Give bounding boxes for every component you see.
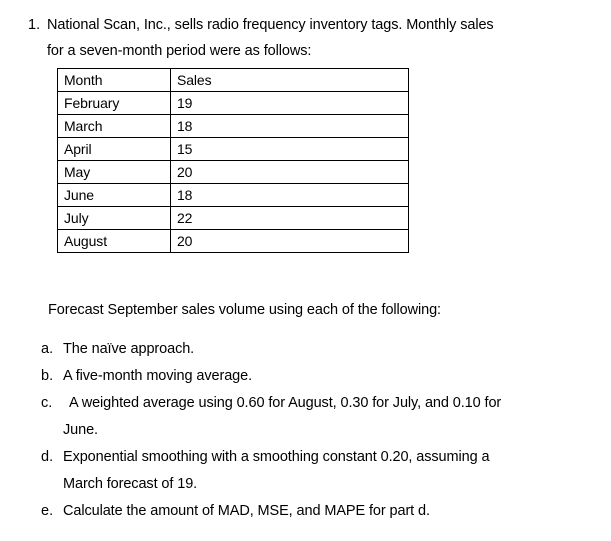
cell-sales: 18 [171,184,409,207]
cell-month: March [58,115,171,138]
cell-sales: 18 [171,115,409,138]
cell-month: August [58,230,171,253]
sub-item-b-marker: b. [41,368,54,384]
cell-month: July [58,207,171,230]
cell-month: May [58,161,171,184]
sales-table [57,68,409,253]
sub-question-list [41,336,601,525]
table-header-sales: Sales [171,69,409,92]
cell-month: June [58,184,171,207]
table-row [58,92,409,115]
cell-sales: 15 [171,138,409,161]
sub-item-e-text [63,498,601,525]
question-1 [28,12,593,64]
sales-table-wrapper [57,68,409,253]
table-row [58,230,409,253]
table-row [58,115,409,138]
table-header-month: Month [58,69,171,92]
sub-item-e-marker: e. [41,503,54,519]
cell-month: February [58,92,171,115]
sub-item-b-text [63,363,601,390]
question-1-row [28,12,593,64]
cell-sales: 22 [171,207,409,230]
sub-item-d-text [63,444,601,498]
cell-sales: 20 [171,161,409,184]
sub-item-a-marker: a. [41,341,54,357]
sub-item-c [41,390,601,444]
table-row [58,161,409,184]
cell-sales: 20 [171,230,409,253]
question-1-text [47,12,593,64]
sub-item-c-line-1: A weighted average using 0.60 for August, 0.30 for July, and 0.10 for [69,395,502,411]
cell-month: April [58,138,171,161]
question-1-line-1: National Scan, Inc., sells radio frequency inventory tags. Monthly sales [47,17,494,33]
sub-item-d-marker: d. [41,449,54,465]
question-1-line-2: for a seven-month period were as follows: [47,43,312,59]
sub-item-c-text [63,390,601,444]
sub-item-e-line-1: Calculate the amount of MAD, MSE, and MAPE for part d. [63,503,430,519]
sub-item-c-line-2: June. [63,422,98,438]
sub-item-d [41,444,601,498]
table-row [58,138,409,161]
sub-item-d-line-2: March forecast of 19. [63,476,198,492]
sub-item-e [41,498,601,525]
question-1-marker: 1. [28,17,41,33]
cell-sales: 19 [171,92,409,115]
table-header-row [58,69,409,92]
sub-item-c-marker: c. [41,395,53,411]
sub-item-a-text [63,336,601,363]
forecast-prompt: Forecast September sales volume using each of the following: [48,302,441,318]
table-row [58,207,409,230]
sub-item-a [41,336,601,363]
sub-item-b-line-1: A five-month moving average. [63,368,253,384]
sub-item-d-line-1: Exponential smoothing with a smoothing constant 0.20, assuming a [63,449,490,465]
table-row [58,184,409,207]
sub-item-b [41,363,601,390]
sub-item-a-line-1: The naïve approach. [63,341,195,357]
